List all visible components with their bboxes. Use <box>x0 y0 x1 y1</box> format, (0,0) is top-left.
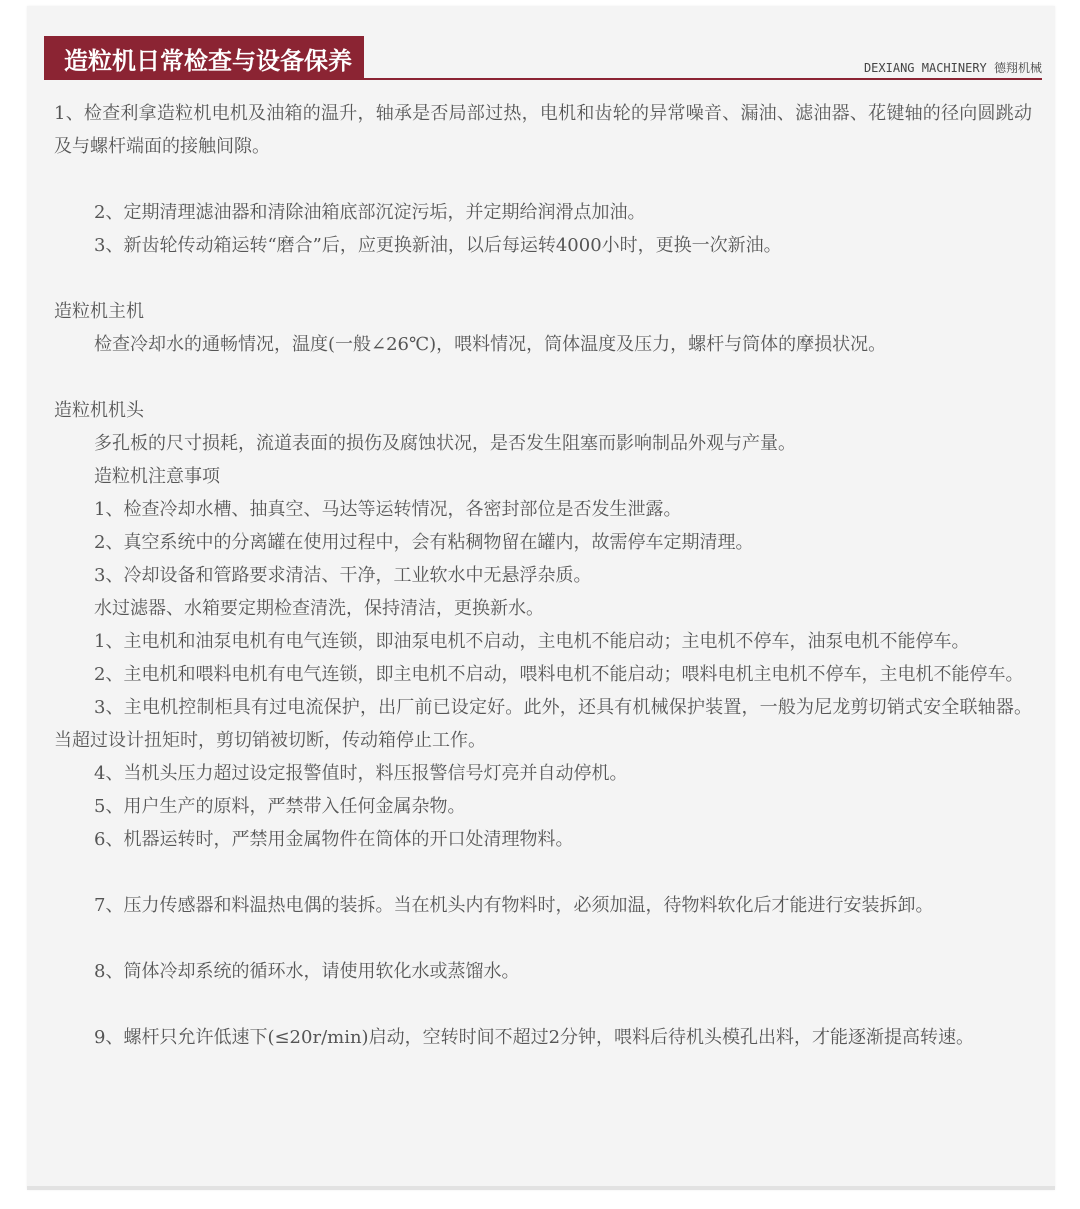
paragraph: 3、主电机控制柜具有过电流保护，出厂前已设定好。此外，还具有机械保护装置，一般为尼龙剪切销式安全联轴器。当超过设计扭矩时，剪切销被切断，传动箱停止工作。 <box>54 697 1032 751</box>
header-divider <box>44 78 1042 80</box>
section-heading: 造粒机主机 <box>54 301 144 322</box>
paragraph: 3、冷却设备和管路要求清洁、干净，工业软水中无悬浮杂质。 <box>94 565 592 586</box>
section-heading: 造粒机机头 <box>54 400 144 421</box>
paragraph: 1、检查利拿造粒机电机及油箱的温升，轴承是否局部过热，电机和齿轮的异常噪音、漏油、滤油器、花键轴的径向圆跳动及与螺杆端面的接触间隙。 <box>54 103 1032 157</box>
section-heading: 造粒机注意事项 <box>94 466 220 487</box>
paragraph: 水过滤器、水箱要定期检查清洗，保持清洁，更换新水。 <box>94 598 544 619</box>
paragraph: 3、新齿轮传动箱运转“磨合”后，应更换新油，以后每运转4000小时，更换一次新油。 <box>94 235 782 256</box>
section-header <box>44 36 1042 80</box>
paragraph: 7、压力传感器和料温热电偶的装拆。当在机头内有物料时，必须加温，待物料软化后才能进行安装拆卸。 <box>94 895 934 916</box>
paragraph: 6、机器运转时，严禁用金属物件在筒体的开口处清理物料。 <box>94 829 574 850</box>
brand-label: DEXIANG MACHINERY 德翔机械 <box>863 61 1042 75</box>
article-body <box>54 97 1032 1054</box>
paragraph: 2、真空系统中的分离罐在使用过程中，会有粘稠物留在罐内，故需停车定期清理。 <box>94 532 754 553</box>
paragraph: 9、螺杆只允许低速下(≤20r/min)启动，空转时间不超过2分钟，喂料后待机头模孔出料，才能逐渐提高转速。 <box>94 1027 975 1048</box>
paragraph: 8、筒体冷却系统的循环水，请使用软化水或蒸馏水。 <box>94 961 520 982</box>
paragraph: 4、当机头压力超过设定报警值时，料压报警信号灯亮并自动停机。 <box>94 763 628 784</box>
paragraph: 2、定期清理滤油器和清除油箱底部沉淀污垢，并定期给润滑点加油。 <box>94 202 646 223</box>
title-banner <box>44 36 364 80</box>
paragraph: 2、主电机和喂料电机有电气连锁，即主电机不启动，喂料电机不能启动；喂料电机主电机不停车，主电机不能停车。 <box>94 664 1024 685</box>
paragraph: 1、检查冷却水槽、抽真空、马达等运转情况，各密封部位是否发生泄露。 <box>94 499 682 520</box>
page-title: 造粒机日常检查与设备保养 <box>64 46 352 75</box>
paragraph: 5、用户生产的原料，严禁带入任何金属杂物。 <box>94 796 466 817</box>
paragraph: 1、主电机和油泵电机有电气连锁，即油泵电机不启动，主电机不能启动；主电机不停车，油泵电机不能停车。 <box>94 631 970 652</box>
paragraph: 多孔板的尺寸损耗，流道表面的损伤及腐蚀状况，是否发生阻塞而影响制品外观与产量。 <box>94 433 796 454</box>
bottom-divider <box>27 1186 1055 1190</box>
paragraph: 检查冷却水的通畅情况，温度(一般∠26℃)，喂料情况，筒体温度及压力，螺杆与筒体的摩损状况。 <box>94 334 887 355</box>
